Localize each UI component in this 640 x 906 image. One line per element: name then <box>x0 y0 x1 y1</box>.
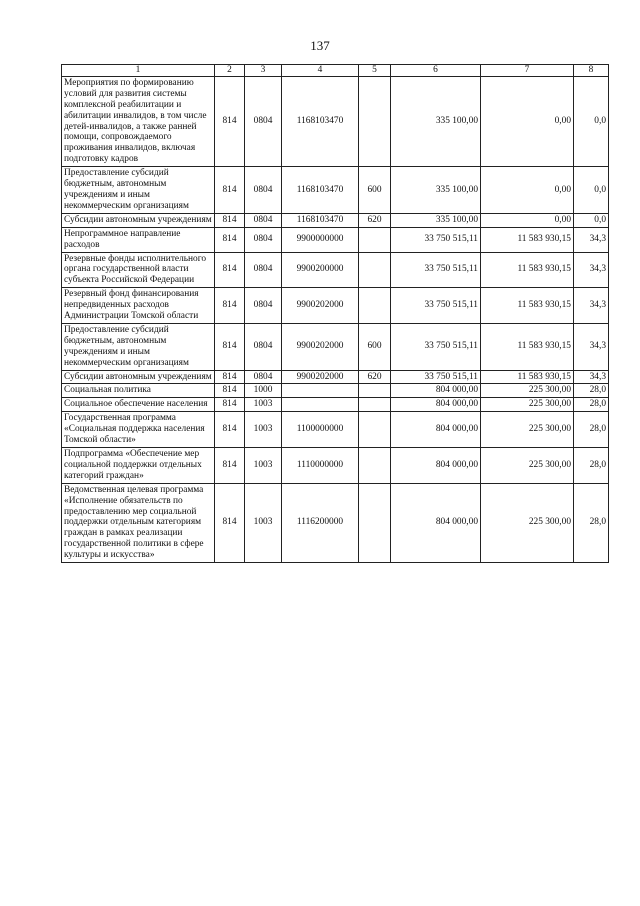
row-target-article: 1116200000 <box>282 483 359 562</box>
row-actual-amount: 11 583 930,15 <box>481 370 574 384</box>
header-col-6: 6 <box>391 65 481 77</box>
row-planned-amount: 33 750 515,11 <box>391 252 481 288</box>
row-target-article: 9900202000 <box>282 288 359 324</box>
row-name: Мероприятия по формированию условий для развития системы комплексной реабилитации и абилитации инвалидов, в том числе детей-инвалидов, а также ранней помощи, сопровождаемого проживания инвалидов, включая подготовку кадров <box>62 76 215 166</box>
row-actual-amount: 225 300,00 <box>481 398 574 412</box>
row-planned-amount: 804 000,00 <box>391 412 481 448</box>
header-col-3: 3 <box>245 65 282 77</box>
table-row <box>62 412 609 448</box>
row-name: Подпрограмма «Обеспечение мер социальной поддержки отдельных категорий граждан» <box>62 448 215 484</box>
row-name: Предоставление субсидий бюджетным, автономным учреждениям и иным некоммерческим организациям <box>62 323 215 370</box>
row-expense-type: 600 <box>359 167 391 214</box>
row-actual-amount: 225 300,00 <box>481 448 574 484</box>
row-name: Социальное обеспечение населения <box>62 398 215 412</box>
row-expense-type <box>359 483 391 562</box>
row-percent: 34,3 <box>574 370 609 384</box>
row-ministry-code: 814 <box>215 448 245 484</box>
row-planned-amount: 33 750 515,11 <box>391 227 481 252</box>
row-actual-amount: 0,00 <box>481 76 574 166</box>
row-name: Субсидии автономным учреждениям <box>62 213 215 227</box>
row-percent: 34,3 <box>574 323 609 370</box>
row-section-code: 0804 <box>245 288 282 324</box>
row-percent: 0,0 <box>574 167 609 214</box>
page-number: 137 <box>310 38 330 53</box>
row-percent: 0,0 <box>574 213 609 227</box>
row-ministry-code: 814 <box>215 252 245 288</box>
row-name: Непрограммное направление расходов <box>62 227 215 252</box>
row-target-article: 1110000000 <box>282 448 359 484</box>
row-target-article <box>282 398 359 412</box>
table-row <box>62 384 609 398</box>
row-section-code: 1000 <box>245 384 282 398</box>
row-section-code: 1003 <box>245 412 282 448</box>
table-row <box>62 370 609 384</box>
row-planned-amount: 804 000,00 <box>391 398 481 412</box>
row-expense-type: 600 <box>359 323 391 370</box>
row-planned-amount: 33 750 515,11 <box>391 288 481 324</box>
row-target-article: 9900202000 <box>282 370 359 384</box>
row-ministry-code: 814 <box>215 213 245 227</box>
row-expense-type <box>359 448 391 484</box>
row-target-article <box>282 384 359 398</box>
row-planned-amount: 804 000,00 <box>391 483 481 562</box>
header-col-5: 5 <box>359 65 391 77</box>
row-percent: 28,0 <box>574 398 609 412</box>
row-actual-amount: 0,00 <box>481 167 574 214</box>
header-col-4: 4 <box>282 65 359 77</box>
table-row <box>62 288 609 324</box>
row-name: Социальная политика <box>62 384 215 398</box>
row-actual-amount: 0,00 <box>481 213 574 227</box>
row-ministry-code: 814 <box>215 398 245 412</box>
table-row <box>62 227 609 252</box>
row-section-code: 0804 <box>245 167 282 214</box>
row-percent: 28,0 <box>574 483 609 562</box>
table-row <box>62 448 609 484</box>
row-expense-type <box>359 288 391 324</box>
row-expense-type: 620 <box>359 213 391 227</box>
row-planned-amount: 335 100,00 <box>391 167 481 214</box>
row-name: Ведомственная целевая программа «Исполнение обязательств по предоставлению мер социальной поддержки отдельным категориям граждан в рамках реализации государственной политики в сфере культуры и искусства» <box>62 483 215 562</box>
row-target-article: 9900000000 <box>282 227 359 252</box>
row-percent: 34,3 <box>574 252 609 288</box>
row-section-code: 0804 <box>245 252 282 288</box>
table-body <box>62 76 609 562</box>
table-row <box>62 483 609 562</box>
row-expense-type <box>359 384 391 398</box>
header-col-7: 7 <box>481 65 574 77</box>
row-ministry-code: 814 <box>215 288 245 324</box>
row-name: Государственная программа «Социальная поддержка населения Томской области» <box>62 412 215 448</box>
table-row <box>62 167 609 214</box>
row-expense-type <box>359 398 391 412</box>
row-section-code: 0804 <box>245 323 282 370</box>
row-percent: 28,0 <box>574 412 609 448</box>
row-target-article: 1168103470 <box>282 167 359 214</box>
header-col-2: 2 <box>215 65 245 77</box>
header-col-1: 1 <box>62 65 215 77</box>
row-planned-amount: 804 000,00 <box>391 384 481 398</box>
table-row <box>62 323 609 370</box>
row-section-code: 0804 <box>245 76 282 166</box>
row-actual-amount: 225 300,00 <box>481 412 574 448</box>
row-ministry-code: 814 <box>215 370 245 384</box>
row-section-code: 1003 <box>245 448 282 484</box>
row-ministry-code: 814 <box>215 412 245 448</box>
row-planned-amount: 335 100,00 <box>391 213 481 227</box>
table-row <box>62 398 609 412</box>
row-ministry-code: 814 <box>215 384 245 398</box>
row-target-article: 9900202000 <box>282 323 359 370</box>
table-row <box>62 76 609 166</box>
row-ministry-code: 814 <box>215 76 245 166</box>
row-target-article: 1168103470 <box>282 76 359 166</box>
row-ministry-code: 814 <box>215 323 245 370</box>
row-section-code: 1003 <box>245 398 282 412</box>
table-header <box>62 65 609 77</box>
row-expense-type <box>359 227 391 252</box>
row-planned-amount: 804 000,00 <box>391 448 481 484</box>
row-name: Резервные фонды исполнительного органа государственной власти субъекта Российской Федерации <box>62 252 215 288</box>
row-expense-type <box>359 252 391 288</box>
row-actual-amount: 11 583 930,15 <box>481 252 574 288</box>
row-target-article: 9900200000 <box>282 252 359 288</box>
row-expense-type <box>359 412 391 448</box>
row-section-code: 0804 <box>245 370 282 384</box>
row-percent: 28,0 <box>574 384 609 398</box>
row-section-code: 0804 <box>245 227 282 252</box>
row-name: Предоставление субсидий бюджетным, автономным учреждениям и иным некоммерческим организациям <box>62 167 215 214</box>
row-section-code: 0804 <box>245 213 282 227</box>
row-actual-amount: 11 583 930,15 <box>481 323 574 370</box>
row-name: Резервный фонд финансирования непредвиденных расходов Администрации Томской области <box>62 288 215 324</box>
row-planned-amount: 33 750 515,11 <box>391 370 481 384</box>
row-actual-amount: 11 583 930,15 <box>481 227 574 252</box>
row-ministry-code: 814 <box>215 483 245 562</box>
row-actual-amount: 11 583 930,15 <box>481 288 574 324</box>
row-name: Субсидии автономным учреждениям <box>62 370 215 384</box>
row-expense-type: 620 <box>359 370 391 384</box>
row-ministry-code: 814 <box>215 227 245 252</box>
table-row <box>62 213 609 227</box>
row-actual-amount: 225 300,00 <box>481 384 574 398</box>
row-percent: 0,0 <box>574 76 609 166</box>
budget-table <box>61 64 609 563</box>
row-percent: 34,3 <box>574 227 609 252</box>
row-expense-type <box>359 76 391 166</box>
row-ministry-code: 814 <box>215 167 245 214</box>
header-row <box>62 65 609 77</box>
row-percent: 34,3 <box>574 288 609 324</box>
row-planned-amount: 335 100,00 <box>391 76 481 166</box>
row-actual-amount: 225 300,00 <box>481 483 574 562</box>
table-row <box>62 252 609 288</box>
row-planned-amount: 33 750 515,11 <box>391 323 481 370</box>
header-col-8: 8 <box>574 65 609 77</box>
row-percent: 28,0 <box>574 448 609 484</box>
row-target-article: 1168103470 <box>282 213 359 227</box>
row-target-article: 1100000000 <box>282 412 359 448</box>
row-section-code: 1003 <box>245 483 282 562</box>
